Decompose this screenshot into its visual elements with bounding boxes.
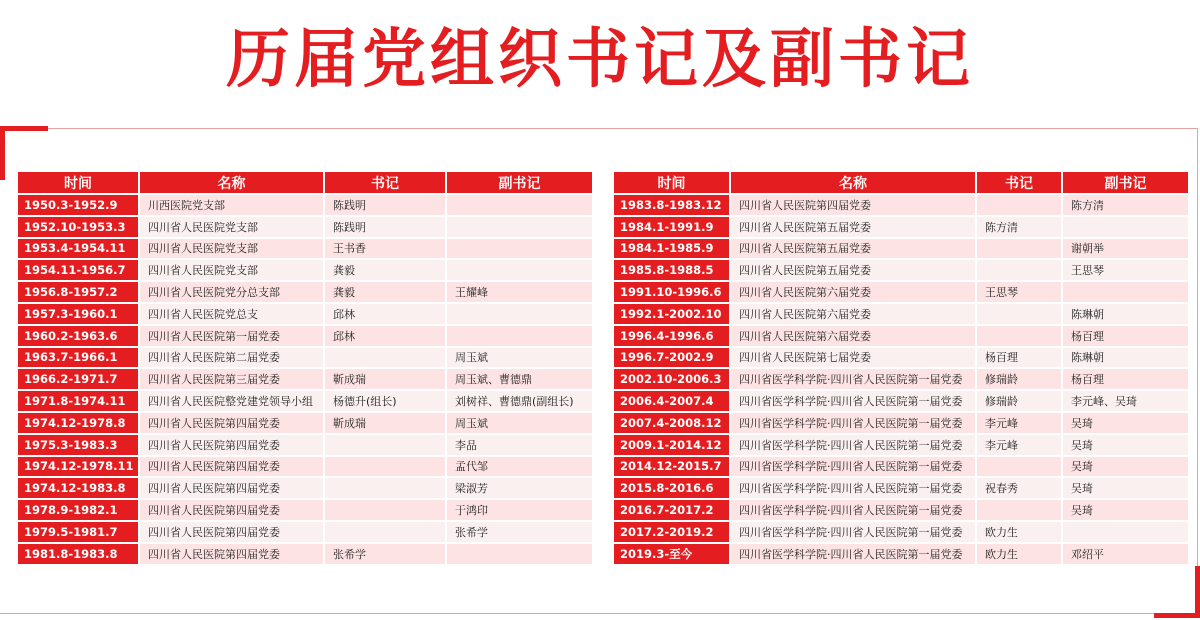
secretary-cell: 靳成瑞 <box>325 369 445 389</box>
name-cell: 四川省人民医院第二届党委 <box>140 348 323 368</box>
name-cell: 四川省人民医院整党建党领导小组 <box>140 391 323 411</box>
deputy-secretary-cell <box>447 326 592 346</box>
deputy-secretary-cell: 杨百理 <box>1063 369 1188 389</box>
time-cell: 2002.10-2006.3 <box>614 369 729 389</box>
secretary-cell <box>977 260 1061 280</box>
name-cell: 四川省人民医院第四届党委 <box>140 500 323 520</box>
name-cell: 四川省人民医院第七届党委 <box>731 348 975 368</box>
secretary-cell <box>977 195 1061 215</box>
time-cell: 1966.2-1971.7 <box>18 369 138 389</box>
table-row <box>18 326 592 346</box>
page-title: 历届党组织书记及副书记 <box>226 23 974 97</box>
deputy-secretary-cell: 吴琦 <box>1063 413 1188 433</box>
time-cell: 1996.4-1996.6 <box>614 326 729 346</box>
name-cell: 四川省人民医院党支部 <box>140 239 323 259</box>
deputy-secretary-cell: 于鸿印 <box>447 500 592 520</box>
secretary-cell: 杨百理 <box>977 348 1061 368</box>
table-header-row <box>614 172 1188 193</box>
secretary-cell: 王书香 <box>325 239 445 259</box>
deputy-secretary-cell: 孟代邹 <box>447 457 592 477</box>
corner-accent-top-left-vertical <box>0 126 5 180</box>
frame-border-right <box>1197 128 1198 618</box>
deputy-secretary-cell: 吴琦 <box>1063 478 1188 498</box>
name-cell: 四川省医学科学院·四川省人民医院第一届党委 <box>731 413 975 433</box>
column-header-time: 时间 <box>614 172 729 193</box>
table-row <box>614 326 1188 346</box>
deputy-secretary-cell <box>1063 282 1188 302</box>
secretary-cell: 陈践明 <box>325 217 445 237</box>
name-cell: 四川省人民医院党分总支部 <box>140 282 323 302</box>
table-row <box>614 239 1188 259</box>
time-cell: 1984.1-1991.9 <box>614 217 729 237</box>
table-row <box>614 260 1188 280</box>
secretary-cell: 李元峰 <box>977 435 1061 455</box>
secretary-cell: 靳成瑞 <box>325 413 445 433</box>
secretary-cell <box>325 457 445 477</box>
time-cell: 1992.1-2002.10 <box>614 304 729 324</box>
column-header-secretary: 书记 <box>977 172 1061 193</box>
secretary-cell <box>977 239 1061 259</box>
secretary-cell: 杨德升(组长) <box>325 391 445 411</box>
deputy-secretary-cell: 吴琦 <box>1063 457 1188 477</box>
name-cell: 四川省人民医院第四届党委 <box>140 413 323 433</box>
secretary-cell: 欧力生 <box>977 544 1061 564</box>
column-header-secretary: 书记 <box>325 172 445 193</box>
secretary-cell: 欧力生 <box>977 522 1061 542</box>
name-cell: 四川省人民医院第四届党委 <box>140 478 323 498</box>
frame-border-top <box>0 128 1198 129</box>
secretary-cell: 陈方清 <box>977 217 1061 237</box>
table-row <box>18 217 592 237</box>
time-cell: 1954.11-1956.7 <box>18 260 138 280</box>
time-cell: 1953.4-1954.11 <box>18 239 138 259</box>
deputy-secretary-cell: 周玉斌 <box>447 413 592 433</box>
table-row <box>18 304 592 324</box>
table-row <box>18 239 592 259</box>
time-cell: 1981.8-1983.8 <box>18 544 138 564</box>
secretary-cell <box>977 500 1061 520</box>
name-cell: 四川省医学科学院·四川省人民医院第一届党委 <box>731 391 975 411</box>
secretary-cell: 修瑞龄 <box>977 391 1061 411</box>
time-cell: 1985.8-1988.5 <box>614 260 729 280</box>
name-cell: 四川省医学科学院·四川省人民医院第一届党委 <box>731 369 975 389</box>
time-cell: 1996.7-2002.9 <box>614 348 729 368</box>
secretary-cell: 邱林 <box>325 304 445 324</box>
deputy-secretary-cell: 李品 <box>447 435 592 455</box>
time-cell: 1956.8-1957.2 <box>18 282 138 302</box>
name-cell: 四川省人民医院第四届党委 <box>140 435 323 455</box>
table-row <box>18 348 592 368</box>
time-cell: 2015.8-2016.6 <box>614 478 729 498</box>
name-cell: 四川省医学科学院·四川省人民医院第一届党委 <box>731 435 975 455</box>
secretary-cell <box>325 500 445 520</box>
column-header-name: 名称 <box>140 172 323 193</box>
name-cell: 四川省医学科学院·四川省人民医院第一届党委 <box>731 478 975 498</box>
time-cell: 1984.1-1985.9 <box>614 239 729 259</box>
deputy-secretary-cell: 邓绍平 <box>1063 544 1188 564</box>
table-row <box>18 544 592 564</box>
column-header-deputy-secretary: 副书记 <box>1063 172 1188 193</box>
secretary-cell: 王思琴 <box>977 282 1061 302</box>
secretary-cell: 修瑞龄 <box>977 369 1061 389</box>
table-row <box>18 522 592 542</box>
table-row <box>18 457 592 477</box>
table-body <box>18 195 592 564</box>
time-cell: 1963.7-1966.1 <box>18 348 138 368</box>
time-cell: 1974.12-1978.11 <box>18 457 138 477</box>
deputy-secretary-cell <box>447 544 592 564</box>
table-row <box>614 457 1188 477</box>
secretary-cell <box>977 304 1061 324</box>
name-cell: 四川省医学科学院·四川省人民医院第一届党委 <box>731 500 975 520</box>
time-cell: 1957.3-1960.1 <box>18 304 138 324</box>
deputy-secretary-cell: 杨百理 <box>1063 326 1188 346</box>
time-cell: 1974.12-1978.8 <box>18 413 138 433</box>
table-row <box>18 413 592 433</box>
column-header-deputy-secretary: 副书记 <box>447 172 592 193</box>
deputy-secretary-cell: 谢朝举 <box>1063 239 1188 259</box>
time-cell: 2014.12-2015.7 <box>614 457 729 477</box>
table-row <box>614 304 1188 324</box>
deputy-secretary-cell: 周玉斌、曹德鼎 <box>447 369 592 389</box>
table-row <box>614 544 1188 564</box>
name-cell: 川西医院党支部 <box>140 195 323 215</box>
table-row <box>18 369 592 389</box>
time-cell: 2009.1-2014.12 <box>614 435 729 455</box>
table-row <box>614 413 1188 433</box>
name-cell: 四川省人民医院第四届党委 <box>140 522 323 542</box>
deputy-secretary-cell: 周玉斌 <box>447 348 592 368</box>
time-cell: 1978.9-1982.1 <box>18 500 138 520</box>
table-row <box>614 195 1188 215</box>
table-row <box>614 522 1188 542</box>
secretary-cell <box>325 522 445 542</box>
name-cell: 四川省人民医院第三届党委 <box>140 369 323 389</box>
table-row <box>614 478 1188 498</box>
secretary-cell: 陈践明 <box>325 195 445 215</box>
name-cell: 四川省人民医院党支部 <box>140 260 323 280</box>
secretary-cell <box>325 348 445 368</box>
time-cell: 1983.8-1983.12 <box>614 195 729 215</box>
deputy-secretary-cell <box>1063 522 1188 542</box>
corner-accent-bottom-right-vertical <box>1195 566 1200 618</box>
name-cell: 四川省人民医院党总支 <box>140 304 323 324</box>
secretary-cell: 龚毅 <box>325 260 445 280</box>
table-row <box>18 195 592 215</box>
frame-border-bottom <box>0 613 1198 614</box>
time-cell: 2007.4-2008.12 <box>614 413 729 433</box>
name-cell: 四川省人民医院党支部 <box>140 217 323 237</box>
secretary-cell <box>325 478 445 498</box>
table-row <box>18 391 592 411</box>
column-header-name: 名称 <box>731 172 975 193</box>
secretary-cell: 李元峰 <box>977 413 1061 433</box>
deputy-secretary-cell: 陈琳朝 <box>1063 304 1188 324</box>
secretary-cell: 祝春秀 <box>977 478 1061 498</box>
deputy-secretary-cell <box>447 195 592 215</box>
name-cell: 四川省人民医院第六届党委 <box>731 282 975 302</box>
deputy-secretary-cell: 梁淑芳 <box>447 478 592 498</box>
left-table <box>16 170 594 566</box>
name-cell: 四川省医学科学院·四川省人民医院第一届党委 <box>731 522 975 542</box>
deputy-secretary-cell <box>447 217 592 237</box>
name-cell: 四川省人民医院第六届党委 <box>731 304 975 324</box>
secretary-cell <box>977 457 1061 477</box>
time-cell: 2016.7-2017.2 <box>614 500 729 520</box>
table-row <box>18 435 592 455</box>
corner-accent-top-left <box>0 126 48 131</box>
deputy-secretary-cell: 张希学 <box>447 522 592 542</box>
deputy-secretary-cell: 刘树祥、曹德鼎(副组长) <box>447 391 592 411</box>
name-cell: 四川省医学科学院·四川省人民医院第一届党委 <box>731 457 975 477</box>
right-table <box>612 170 1190 566</box>
table-row <box>614 500 1188 520</box>
secretary-cell: 张希学 <box>325 544 445 564</box>
time-cell: 1975.3-1983.3 <box>18 435 138 455</box>
corner-accent-bottom-right <box>1154 613 1200 618</box>
deputy-secretary-cell: 陈方清 <box>1063 195 1188 215</box>
secretary-cell: 龚毅 <box>325 282 445 302</box>
deputy-secretary-cell <box>447 260 592 280</box>
deputy-secretary-cell: 王思琴 <box>1063 260 1188 280</box>
column-header-time: 时间 <box>18 172 138 193</box>
name-cell: 四川省人民医院第五届党委 <box>731 239 975 259</box>
deputy-secretary-cell <box>447 239 592 259</box>
name-cell: 四川省人民医院第五届党委 <box>731 260 975 280</box>
secretary-cell <box>325 435 445 455</box>
secretary-cell: 邱林 <box>325 326 445 346</box>
table-row <box>18 478 592 498</box>
time-cell: 1979.5-1981.7 <box>18 522 138 542</box>
time-cell: 1950.3-1952.9 <box>18 195 138 215</box>
table-row <box>614 435 1188 455</box>
deputy-secretary-cell <box>1063 217 1188 237</box>
time-cell: 1960.2-1963.6 <box>18 326 138 346</box>
name-cell: 四川省医学科学院·四川省人民医院第一届党委 <box>731 544 975 564</box>
time-cell: 1974.12-1983.8 <box>18 478 138 498</box>
secretary-cell <box>977 326 1061 346</box>
table-body <box>614 195 1188 564</box>
table-row <box>18 260 592 280</box>
name-cell: 四川省人民医院第四届党委 <box>731 195 975 215</box>
deputy-secretary-cell <box>447 304 592 324</box>
table-row <box>614 217 1188 237</box>
name-cell: 四川省人民医院第四届党委 <box>140 457 323 477</box>
deputy-secretary-cell: 陈琳朝 <box>1063 348 1188 368</box>
table-row <box>614 391 1188 411</box>
deputy-secretary-cell: 王耀峰 <box>447 282 592 302</box>
deputy-secretary-cell: 吴琦 <box>1063 435 1188 455</box>
table-row <box>614 348 1188 368</box>
name-cell: 四川省人民医院第一届党委 <box>140 326 323 346</box>
deputy-secretary-cell: 吴琦 <box>1063 500 1188 520</box>
table-row <box>614 369 1188 389</box>
name-cell: 四川省人民医院第四届党委 <box>140 544 323 564</box>
table-row <box>18 282 592 302</box>
time-cell: 1952.10-1953.3 <box>18 217 138 237</box>
time-cell: 1991.10-1996.6 <box>614 282 729 302</box>
time-cell: 2017.2-2019.2 <box>614 522 729 542</box>
time-cell: 2006.4-2007.4 <box>614 391 729 411</box>
deputy-secretary-cell: 李元峰、吴琦 <box>1063 391 1188 411</box>
table-header-row <box>18 172 592 193</box>
name-cell: 四川省人民医院第六届党委 <box>731 326 975 346</box>
table-row <box>18 500 592 520</box>
time-cell: 1971.8-1974.11 <box>18 391 138 411</box>
name-cell: 四川省人民医院第五届党委 <box>731 217 975 237</box>
table-row <box>614 282 1188 302</box>
time-cell: 2019.3-至今 <box>614 544 729 564</box>
